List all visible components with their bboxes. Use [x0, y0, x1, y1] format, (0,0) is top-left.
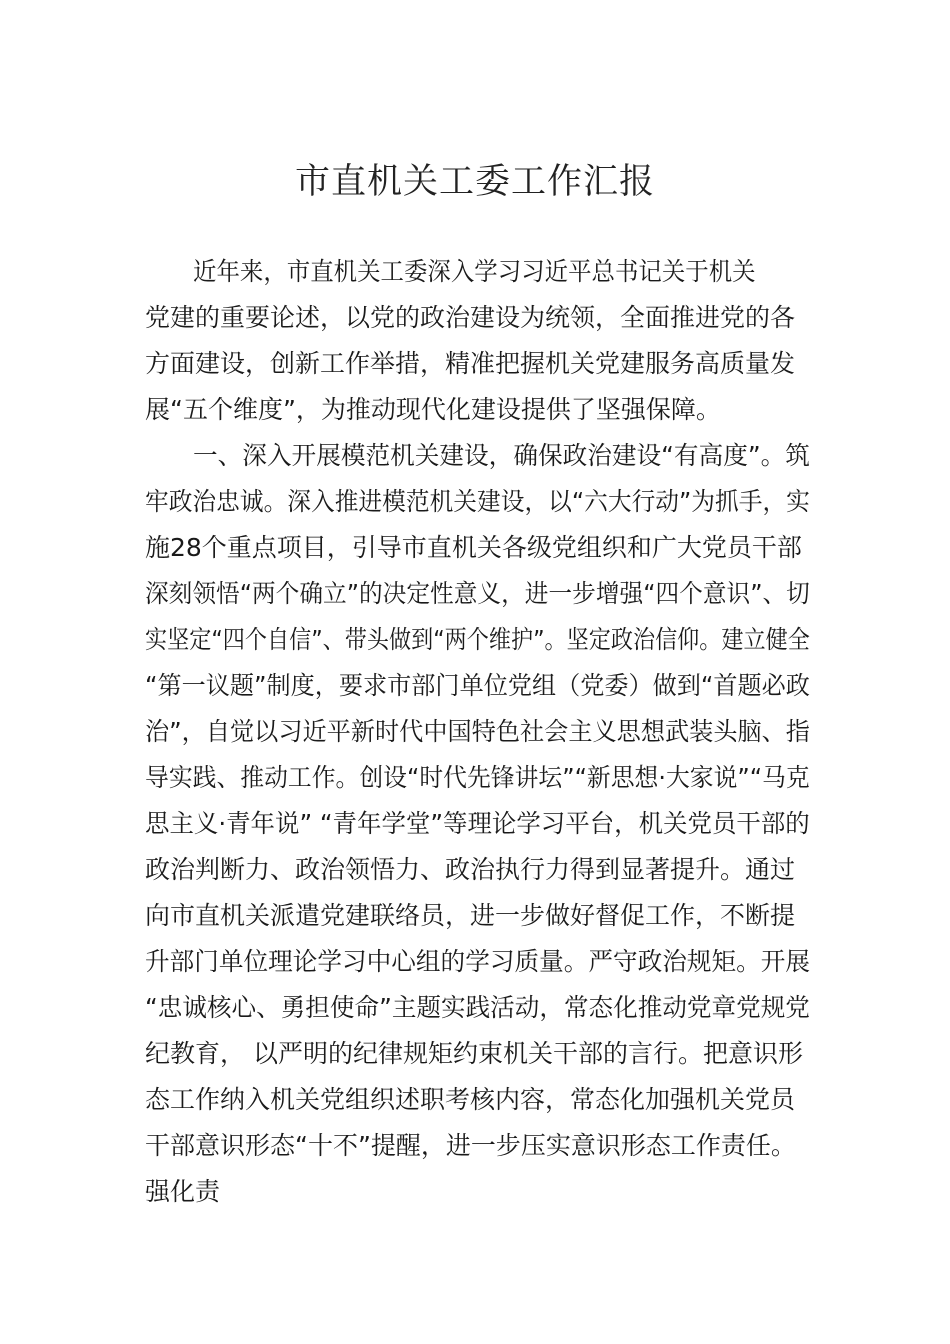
- paragraph-line: 强化责: [145, 1177, 221, 1206]
- document-title: 市直机关工委工作汇报: [294, 162, 655, 202]
- paragraph-line: “忠诚核心、勇担使命”主题实践活动，常态化推动党章党规党: [145, 993, 810, 1022]
- paragraph-line: 方面建设，创新工作举措，精准把握机关党建服务高质量发: [145, 349, 796, 378]
- paragraph-line: 牢政治忠诚。深入推进模范机关建设，以“六大行动”为抓手，实: [145, 487, 810, 516]
- paragraph-line: 近年来，市直机关工委深入学习习近平总书记关于机关: [193, 257, 756, 286]
- paragraph-line: 态工作纳入机关党组织述职考核内容，常态化加强机关党员: [145, 1085, 796, 1114]
- paragraph-line: 一、深入开展模范机关建设，确保政治建设“有高度”。筑: [193, 441, 810, 470]
- paragraph-line: 思主义·青年说” “青年学堂”等理论学习平台，机关党员干部的: [145, 809, 810, 838]
- paragraph-line: “第一议题”制度，要求市部门单位党组（党委）做到“首题必政: [145, 671, 810, 700]
- paragraph-line: 政治判断力、政治领悟力、政治执行力得到显著提升。通过: [145, 855, 796, 884]
- paragraph-line: 施28个重点项目，引导市直机关各级党组织和广大党员干部: [145, 533, 802, 562]
- paragraph-line: 向市直机关派遣党建联络员，进一步做好督促工作，不断提: [145, 901, 796, 930]
- paragraph-line: 升部门单位理论学习中心组的学习质量。严守政治规矩。开展: [145, 947, 811, 976]
- paragraph-line: 纪教育， 以严明的纪律规矩约束机关干部的言行。把意识形: [145, 1039, 803, 1068]
- paragraph-line: 党建的重要论述，以党的政治建设为统领，全面推进党的各: [145, 303, 796, 332]
- paragraph-line: 深刻领悟“两个确立”的决定性意义，进一步增强“四个意识”、切: [145, 579, 810, 608]
- paragraph-line: 干部意识形态“十不”提醒，进一步压实意识形态工作责任。: [145, 1131, 796, 1160]
- paragraph-line: 治”，自觉以习近平新时代中国特色社会主义思想武装头脑、指: [145, 717, 810, 746]
- paragraph-line: 导实践、推动工作。创设“时代先锋讲坛”“新思想·大家说”“马克: [145, 763, 810, 792]
- paragraph-line: 展“五个维度”，为推动现代化建设提供了坚强保障。: [145, 395, 721, 424]
- paragraph-line: 实坚定“四个自信”、带头做到“两个维护”。坚定政治信仰。建立健全: [145, 625, 810, 654]
